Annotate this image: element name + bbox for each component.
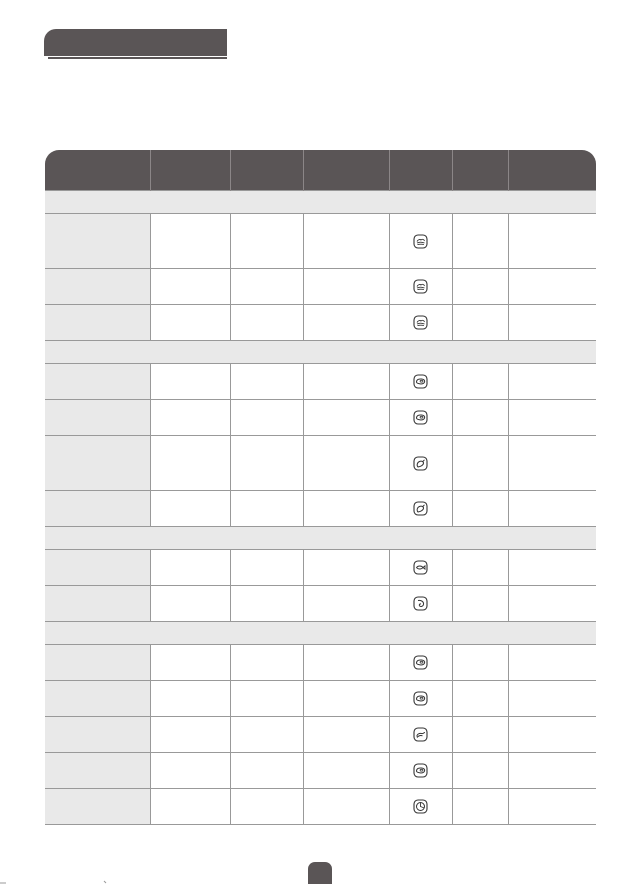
value-cell (452, 269, 508, 305)
value-cell (150, 364, 230, 400)
value-cell (303, 645, 389, 681)
value-cell (230, 364, 303, 400)
food-label-cell (45, 364, 150, 400)
value-cell (150, 269, 230, 305)
value-cell (303, 491, 389, 527)
food-label-cell (45, 305, 150, 341)
value-cell (150, 400, 230, 436)
food-label-cell (45, 789, 150, 825)
value-cell (452, 364, 508, 400)
value-cell (150, 305, 230, 341)
value-cell (452, 436, 508, 491)
food-label-cell (45, 436, 150, 491)
shrimp-icon (413, 596, 428, 611)
value-cell (230, 789, 303, 825)
value-cell (452, 717, 508, 753)
food-label-cell (45, 645, 150, 681)
header-col-7 (508, 150, 596, 191)
sausage-icon (413, 727, 428, 742)
value-cell (150, 214, 230, 269)
value-cell (230, 436, 303, 491)
table-row (45, 753, 596, 789)
value-cell (303, 214, 389, 269)
value-cell (230, 681, 303, 717)
table-row (45, 789, 596, 825)
program-icon-cell (389, 645, 452, 681)
value-cell (230, 491, 303, 527)
value-cell (508, 269, 596, 305)
category-row (45, 622, 596, 645)
value-cell (303, 789, 389, 825)
page-number-tab (308, 862, 332, 884)
table-row (45, 364, 596, 400)
value-cell (303, 753, 389, 789)
value-cell (508, 550, 596, 586)
header-col-2 (150, 150, 230, 191)
food-label-cell (45, 400, 150, 436)
program-icon-cell (389, 305, 452, 341)
value-cell (508, 645, 596, 681)
value-cell (508, 400, 596, 436)
value-cell (230, 586, 303, 622)
program-icon-cell (389, 586, 452, 622)
value-cell (150, 681, 230, 717)
category-title (45, 527, 596, 550)
steak-icon (413, 763, 428, 778)
value-cell (452, 681, 508, 717)
header-col-3 (230, 150, 303, 191)
program-icon-cell (389, 269, 452, 305)
category-row (45, 191, 596, 214)
value-cell (508, 586, 596, 622)
table-row (45, 586, 596, 622)
leaf-dish-icon (413, 279, 428, 294)
value-cell (508, 305, 596, 341)
poultry-leg-icon (413, 456, 428, 471)
program-icon-cell (389, 681, 452, 717)
program-icon-cell (389, 214, 452, 269)
poultry-leg-icon (413, 501, 428, 516)
category-row (45, 341, 596, 364)
value-cell (452, 753, 508, 789)
value-cell (452, 305, 508, 341)
value-cell (508, 753, 596, 789)
value-cell (452, 550, 508, 586)
steak-icon (413, 691, 428, 706)
value-cell (230, 717, 303, 753)
header-food (45, 150, 150, 191)
value-cell (150, 717, 230, 753)
value-cell (508, 491, 596, 527)
table-row (45, 491, 596, 527)
food-label-cell (45, 269, 150, 305)
food-label-cell (45, 681, 150, 717)
food-label-cell (45, 550, 150, 586)
table-row (45, 214, 596, 269)
value-cell (508, 214, 596, 269)
category-title (45, 191, 596, 214)
fish-icon (413, 560, 428, 575)
value-cell (150, 436, 230, 491)
table-header-row (45, 150, 596, 191)
value-cell (150, 753, 230, 789)
value-cell (230, 645, 303, 681)
table-row (45, 269, 596, 305)
leaf-dish-icon (413, 234, 428, 249)
program-icon-cell (389, 436, 452, 491)
value-cell (452, 491, 508, 527)
steak-icon (413, 655, 428, 670)
value-cell (230, 753, 303, 789)
value-cell (150, 491, 230, 527)
header-col-6 (452, 150, 508, 191)
table-row (45, 681, 596, 717)
value-cell (303, 717, 389, 753)
food-label-cell (45, 717, 150, 753)
header-program (389, 150, 452, 191)
value-cell (303, 436, 389, 491)
pizza-icon (413, 799, 428, 814)
value-cell (452, 214, 508, 269)
program-icon-cell (389, 400, 452, 436)
table-row (45, 645, 596, 681)
table-row (45, 400, 596, 436)
program-icon-cell (389, 550, 452, 586)
value-cell (230, 550, 303, 586)
category-title (45, 622, 596, 645)
value-cell (303, 305, 389, 341)
value-cell (452, 400, 508, 436)
table-row (45, 436, 596, 491)
category-title (45, 341, 596, 364)
value-cell (230, 269, 303, 305)
table-row (45, 717, 596, 753)
value-cell (303, 400, 389, 436)
value-cell (452, 645, 508, 681)
section-tab (44, 29, 227, 56)
program-icon-cell (389, 753, 452, 789)
cooking-guide-table (45, 150, 596, 825)
value-cell (303, 586, 389, 622)
value-cell (150, 645, 230, 681)
value-cell (508, 717, 596, 753)
program-icon-cell (389, 789, 452, 825)
value-cell (508, 436, 596, 491)
food-label-cell (45, 586, 150, 622)
value-cell (508, 364, 596, 400)
value-cell (150, 550, 230, 586)
value-cell (150, 789, 230, 825)
value-cell (303, 269, 389, 305)
steak-icon (413, 374, 428, 389)
value-cell (230, 400, 303, 436)
value-cell (230, 214, 303, 269)
table-row (45, 305, 596, 341)
food-label-cell (45, 753, 150, 789)
crop-mark (0, 878, 120, 884)
value-cell (150, 586, 230, 622)
food-label-cell (45, 214, 150, 269)
value-cell (508, 789, 596, 825)
table-row (45, 550, 596, 586)
value-cell (303, 364, 389, 400)
program-icon-cell (389, 364, 452, 400)
value-cell (508, 681, 596, 717)
header-col-4 (303, 150, 389, 191)
value-cell (230, 305, 303, 341)
leaf-dish-icon (413, 315, 428, 330)
value-cell (452, 789, 508, 825)
value-cell (303, 681, 389, 717)
program-icon-cell (389, 491, 452, 527)
program-icon-cell (389, 717, 452, 753)
value-cell (303, 550, 389, 586)
food-label-cell (45, 491, 150, 527)
steak-icon (413, 410, 428, 425)
value-cell (452, 586, 508, 622)
category-row (45, 527, 596, 550)
